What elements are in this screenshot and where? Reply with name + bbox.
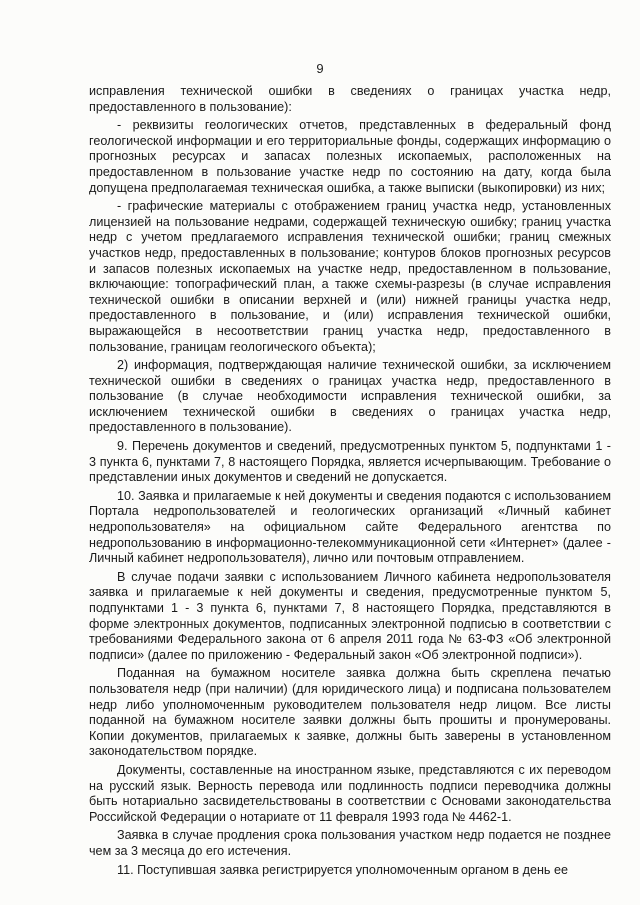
document-body — [89, 84, 611, 878]
paragraph-foreign-documents: Документы, составленные на иностранном языке, представляются с их переводом на русский язык. Верность перевода или подлинность подписи переводчика должны быть нотариально засвидетельствованы в соответствии с Основами законодательства Российской Федерации о нотариате от 11 февраля 1993 года № 4462-1. — [89, 762, 611, 824]
paragraph-graphic-materials: - графические материалы с отображением границ участка недр, установленных лицензией на пользование недрами, содержащей техническую ошибку; границ участка недр с учетом предлагаемого исправления технической ошибки; границ смежных участков недр, предоставленных в пользование; контуров блоков прогнозных ресурсов и запасов полезных ископаемых на участке недр, предоставленном в пользование, включающие: топографический план, а также схемы-разрезы (в случае исправления технической ошибки в описании верхней и (или) нижней границы участка недр, предоставленного в пользование, и (или) исправления технической ошибки, выражающейся в несоответствии границ участка недр, предоставленного в пользование, границам геологического объекта); — [89, 199, 611, 354]
paragraph-electronic-submission: В случае подачи заявки с использованием Личного кабинета недропользователя заявка и прилагаемые к ней документы и сведения, предусмотренные пунктом 5, подпунктами 1 - 3 пункта 6, пунктами 7, 8 настоящего Порядка, представляются в форме электронных документов, подписанных электронной подписью в соответствии с требованиями Федерального закона от 6 апреля 2011 года № 63-ФЗ «Об электронной подписи» (далее по приложению - Федеральный закон «Об электронной подписи»). — [89, 569, 611, 662]
paragraph-item-9: 9. Перечень документов и сведений, предусмотренных пунктом 5, подпунктами 1 - 3 пункта 6, пунктами 7, 8 настоящего Порядка, является исчерпывающим. Требование о представлении иных документов и сведений не допускается. — [89, 439, 611, 485]
paragraph-correction-note: исправления технической ошибки в сведениях о границах участка недр, предоставленного в пользование): — [89, 84, 611, 114]
paragraph-item-11: 11. Поступившая заявка регистрируется уполномоченным органом в день ее — [117, 862, 568, 877]
paragraph-geological-reports: - реквизиты геологических отчетов, представленных в федеральный фонд геологической информации и его территориальные фонды, содержащих информацию о прогнозных ресурсах и запасах полезных ископаемых, расположенных на предоставленном в пользование участке недр по состоянию на дату, когда была допущена предполагаемая техническая ошибка, а также выписки (выкопировки) из них; — [89, 118, 611, 195]
paragraph-item-10: 10. Заявка и прилагаемые к ней документы и сведения подаются с использованием Портала недропользователей и геологических организаций «Личный кабинет недропользователя» на официальном сайте Федерального агентства по недропользованию в информационно-телекоммуникационной сети «Интернет» (далее - Личный кабинет недропользователя), лично или почтовым отправлением. — [89, 488, 611, 566]
paragraph-extension-deadline: Заявка в случае продления срока пользования участком недр подается не позднее чем за 3 месяца до его истечения. — [89, 828, 611, 858]
page-number: 9 — [316, 61, 324, 76]
paragraph-paper-submission: Поданная на бумажном носителе заявка должна быть скреплена печатью пользователя недр (при наличии) (для юридического лица) и подписана пользователем недр либо уполномоченным руководителем пользователя недр лицом. Все листы поданной на бумажном носителе заявки должны быть прошиты и пронумерованы. Копии документов, прилагаемых к заявке, должны быть заверены в установленном законодательством порядке. — [89, 666, 611, 759]
paragraph-technical-error-info: 2) информация, подтверждающая наличие технической ошибки, за исключением технической ошибки в сведениях о границах участка недр, предоставленного в пользование (в случае необходимости исправления технической ошибки, за исключением технической ошибки в сведениях о границах участка недр, предоставленного в пользование). — [89, 358, 611, 435]
